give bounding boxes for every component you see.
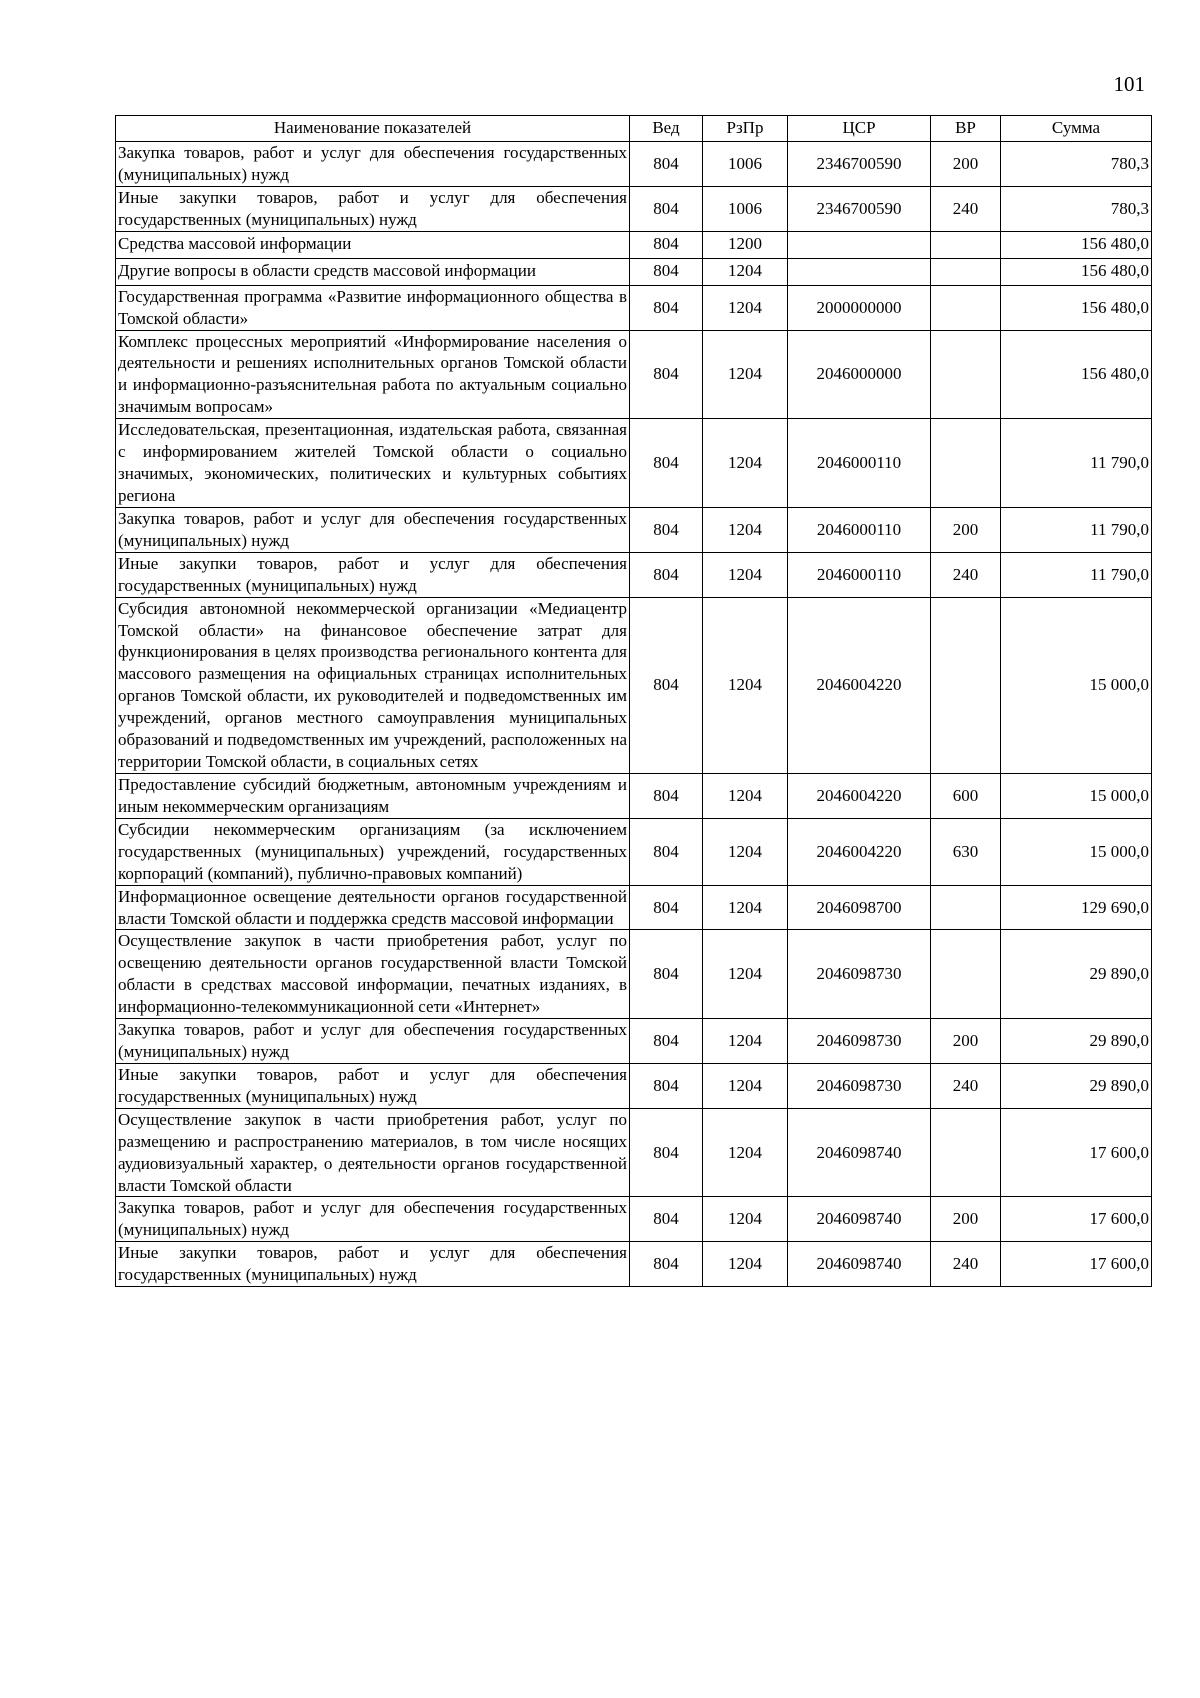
cell-ved: 804 [630, 552, 703, 597]
cell-rzpr: 1204 [703, 818, 788, 885]
cell-rzpr: 1006 [703, 142, 788, 187]
cell-vr: 240 [931, 1242, 1001, 1287]
cell-rzpr: 1204 [703, 507, 788, 552]
page-number: 101 [1113, 72, 1145, 96]
cell-csr: 2046000000 [788, 330, 931, 419]
cell-sum: 17 600,0 [1001, 1197, 1152, 1242]
cell-name: Закупка товаров, работ и услуг для обеспечения государственных (муниципальных) нужд [116, 1197, 630, 1242]
cell-name: Комплекс процессных мероприятий «Информирование населения о деятельности и решениях исполнительных органов Томской области и информационно-разъяснительная работа по актуальным социально значимым вопросам» [116, 330, 630, 419]
cell-csr: 2046098740 [788, 1242, 931, 1287]
cell-vr: 200 [931, 507, 1001, 552]
table-row [116, 597, 1152, 773]
cell-ved: 804 [630, 231, 703, 258]
cell-ved: 804 [630, 773, 703, 818]
cell-sum: 17 600,0 [1001, 1108, 1152, 1197]
cell-name: Закупка товаров, работ и услуг для обеспечения государственных (муниципальных) нужд [116, 1019, 630, 1064]
cell-vr: 200 [931, 142, 1001, 187]
table-row [116, 231, 1152, 258]
cell-sum: 156 480,0 [1001, 231, 1152, 258]
cell-ved: 804 [630, 186, 703, 231]
table-row [116, 818, 1152, 885]
cell-name: Закупка товаров, работ и услуг для обеспечения государственных (муниципальных) нужд [116, 142, 630, 187]
table-row [116, 330, 1152, 419]
cell-ved: 804 [630, 419, 703, 508]
cell-vr: 200 [931, 1019, 1001, 1064]
header-sum: Сумма [1001, 116, 1152, 142]
cell-name: Иные закупки товаров, работ и услуг для обеспечения государственных (муниципальных) нужд [116, 552, 630, 597]
cell-rzpr: 1204 [703, 885, 788, 930]
cell-sum: 129 690,0 [1001, 885, 1152, 930]
header-ved: Вед [630, 116, 703, 142]
cell-vr: 200 [931, 1197, 1001, 1242]
table-row [116, 285, 1152, 330]
cell-sum: 156 480,0 [1001, 258, 1152, 285]
cell-sum: 15 000,0 [1001, 818, 1152, 885]
cell-csr: 2046004220 [788, 597, 931, 773]
cell-csr: 2046098730 [788, 930, 931, 1019]
cell-csr: 2000000000 [788, 285, 931, 330]
cell-rzpr: 1204 [703, 930, 788, 1019]
cell-csr: 2046000110 [788, 507, 931, 552]
cell-vr: 240 [931, 1063, 1001, 1108]
cell-csr: 2046098740 [788, 1197, 931, 1242]
table-row [116, 885, 1152, 930]
table-row [116, 507, 1152, 552]
cell-ved: 804 [630, 818, 703, 885]
cell-sum: 156 480,0 [1001, 285, 1152, 330]
cell-sum: 11 790,0 [1001, 552, 1152, 597]
cell-ved: 804 [630, 142, 703, 187]
cell-csr: 2046098730 [788, 1019, 931, 1064]
cell-rzpr: 1204 [703, 1019, 788, 1064]
cell-name: Информационное освещение деятельности органов государственной власти Томской области и поддержка средств массовой информации [116, 885, 630, 930]
cell-csr: 2046098700 [788, 885, 931, 930]
cell-csr: 2046000110 [788, 419, 931, 508]
table-row [116, 773, 1152, 818]
cell-csr: 2046004220 [788, 773, 931, 818]
cell-rzpr: 1204 [703, 1063, 788, 1108]
cell-name: Субсидия автономной некоммерческой организации «Медиацентр Томской области» на финансовое обеспечение затрат для функционирования в целях производства регионального контента для массового размещения на официальных страницах исполнительных органов Томской области, их руководителей и подведомственных им учреждений, органов местного самоуправления муниципальных образований и подведомственных им учреждений, расположенных на территории Томской области, в социальных сетях [116, 597, 630, 773]
cell-name: Предоставление субсидий бюджетным, автономным учреждениям и иным некоммерческим организациям [116, 773, 630, 818]
cell-ved: 804 [630, 1063, 703, 1108]
cell-name: Осуществление закупок в части приобретения работ, услуг по размещению и распространению материалов, в том числе носящих аудиовизуальный характер, о деятельности органов государственной власти Томской области [116, 1108, 630, 1197]
cell-rzpr: 1200 [703, 231, 788, 258]
table-row [116, 1019, 1152, 1064]
cell-vr [931, 885, 1001, 930]
cell-name: Исследовательская, презентационная, издательская работа, связанная с информированием жителей Томской области о социально значимых, экономических, политических и культурных событиях региона [116, 419, 630, 508]
cell-csr [788, 258, 931, 285]
cell-ved: 804 [630, 258, 703, 285]
cell-sum: 780,3 [1001, 186, 1152, 231]
cell-name: Закупка товаров, работ и услуг для обеспечения государственных (муниципальных) нужд [116, 507, 630, 552]
cell-rzpr: 1204 [703, 419, 788, 508]
cell-rzpr: 1204 [703, 597, 788, 773]
cell-sum: 29 890,0 [1001, 1063, 1152, 1108]
cell-vr [931, 330, 1001, 419]
cell-rzpr: 1204 [703, 285, 788, 330]
cell-sum: 15 000,0 [1001, 597, 1152, 773]
cell-sum: 11 790,0 [1001, 507, 1152, 552]
cell-ved: 804 [630, 330, 703, 419]
cell-csr: 2046098740 [788, 1108, 931, 1197]
header-name: Наименование показателей [116, 116, 630, 142]
cell-ved: 804 [630, 885, 703, 930]
cell-csr: 2346700590 [788, 142, 931, 187]
table-header-row [116, 116, 1152, 142]
budget-table [115, 115, 1152, 1287]
cell-vr [931, 1108, 1001, 1197]
cell-csr: 2046000110 [788, 552, 931, 597]
table-row [116, 142, 1152, 187]
cell-vr [931, 419, 1001, 508]
cell-rzpr: 1204 [703, 1108, 788, 1197]
header-vr: ВР [931, 116, 1001, 142]
table-row [116, 419, 1152, 508]
cell-csr: 2346700590 [788, 186, 931, 231]
cell-vr: 240 [931, 186, 1001, 231]
cell-rzpr: 1204 [703, 1242, 788, 1287]
cell-name: Иные закупки товаров, работ и услуг для обеспечения государственных (муниципальных) нужд [116, 1242, 630, 1287]
table-row [116, 258, 1152, 285]
cell-sum: 11 790,0 [1001, 419, 1152, 508]
cell-name: Осуществление закупок в части приобретения работ, услуг по освещению деятельности органов государственной власти Томской области в средствах массовой информации, печатных изданиях, в информационно-телекоммуникационной сети «Интернет» [116, 930, 630, 1019]
cell-rzpr: 1204 [703, 258, 788, 285]
cell-vr [931, 930, 1001, 1019]
cell-rzpr: 1204 [703, 330, 788, 419]
cell-csr: 2046098730 [788, 1063, 931, 1108]
cell-vr: 240 [931, 552, 1001, 597]
header-rzpr: РзПр [703, 116, 788, 142]
cell-rzpr: 1006 [703, 186, 788, 231]
table-row [116, 930, 1152, 1019]
cell-rzpr: 1204 [703, 552, 788, 597]
table-row [116, 552, 1152, 597]
cell-csr: 2046004220 [788, 818, 931, 885]
cell-ved: 804 [630, 1108, 703, 1197]
cell-sum: 780,3 [1001, 142, 1152, 187]
cell-ved: 804 [630, 1242, 703, 1287]
cell-vr: 600 [931, 773, 1001, 818]
table-row [116, 1063, 1152, 1108]
cell-ved: 804 [630, 930, 703, 1019]
cell-name: Государственная программа «Развитие информационного общества в Томской области» [116, 285, 630, 330]
header-csr: ЦСР [788, 116, 931, 142]
cell-ved: 804 [630, 1197, 703, 1242]
cell-sum: 29 890,0 [1001, 930, 1152, 1019]
cell-name: Субсидии некоммерческим организациям (за исключением государственных (муниципальных) учреждений, государственных корпораций (компаний), публично-правовых компаний) [116, 818, 630, 885]
cell-sum: 17 600,0 [1001, 1242, 1152, 1287]
cell-vr [931, 258, 1001, 285]
cell-csr [788, 231, 931, 258]
table-row [116, 1108, 1152, 1197]
table-row [116, 186, 1152, 231]
table-row [116, 1197, 1152, 1242]
cell-ved: 804 [630, 597, 703, 773]
cell-name: Иные закупки товаров, работ и услуг для обеспечения государственных (муниципальных) нужд [116, 186, 630, 231]
cell-name: Средства массовой информации [116, 231, 630, 258]
cell-vr [931, 285, 1001, 330]
cell-vr [931, 231, 1001, 258]
cell-sum: 156 480,0 [1001, 330, 1152, 419]
table-row [116, 1242, 1152, 1287]
cell-rzpr: 1204 [703, 773, 788, 818]
cell-ved: 804 [630, 285, 703, 330]
cell-name: Иные закупки товаров, работ и услуг для обеспечения государственных (муниципальных) нужд [116, 1063, 630, 1108]
cell-ved: 804 [630, 507, 703, 552]
cell-vr [931, 597, 1001, 773]
cell-rzpr: 1204 [703, 1197, 788, 1242]
cell-sum: 29 890,0 [1001, 1019, 1152, 1064]
cell-sum: 15 000,0 [1001, 773, 1152, 818]
cell-name: Другие вопросы в области средств массовой информации [116, 258, 630, 285]
cell-ved: 804 [630, 1019, 703, 1064]
cell-vr: 630 [931, 818, 1001, 885]
